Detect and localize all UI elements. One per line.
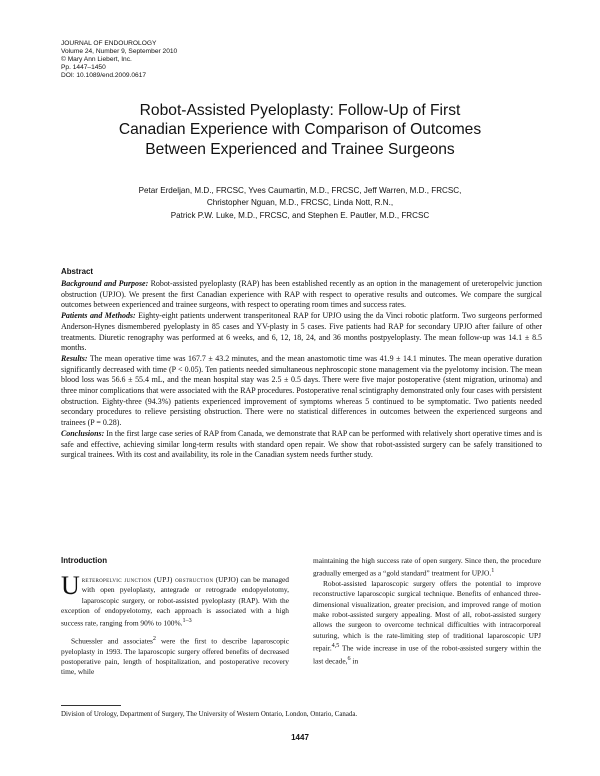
paragraph	[313, 579, 541, 666]
citation: 1–3	[182, 618, 192, 625]
section-label: Results:	[61, 353, 88, 363]
paragraph-text: in	[350, 656, 359, 666]
section-text: In the first large case series of RAP from Canada, we demonstrate that RAP can be performed with relatively short operative times and is safe and effective, achieving similar long-term results with standard open repair. We show that robot-assisted surgery can be safely transitioned to surgical trainees. With its cost and availability, its role in the Canadian system needs further study.	[61, 428, 542, 460]
doi: DOI: 10.1089/end.2009.0617	[61, 71, 147, 79]
drop-cap: U	[61, 571, 80, 600]
abstract-body	[61, 279, 542, 461]
small-caps-lead: reteropelvic junction (UPJ) obstruction	[81, 575, 214, 584]
abstract-background	[61, 279, 542, 311]
paragraph	[61, 571, 289, 629]
paragraph-text: maintaining the high success rate of open surgery. Since then, the procedure gradually emerged as a “gold standard” treatment for UPJO.	[313, 556, 541, 578]
citation: 4,5	[331, 642, 340, 649]
title-line: Canadian Experience with Comparison of Outcomes	[118, 121, 482, 139]
paragraph	[61, 634, 289, 678]
journal-header	[61, 40, 177, 80]
section-label: Background and Purpose:	[61, 279, 149, 288]
title-line: Robot-Assisted Pyeloplasty: Follow-Up of First	[139, 102, 461, 119]
section-text: Eighty-eight patients underwent transperitoneal RAP for UPJO using the da Vinci robotic platform. Two surgeons performed Anderson-Hynes dismembered pyeloplasty in 85 cases and YV-plasty in 5 cases. Five patients had RAP for secondary UPJO after failure of other treatments. Diuretic renography was performed at 6 weeks, and 6, 12, 18, 24, and 36 months postpyeloplasty. The mean follow-up was 14.1 ± 8.5 months.	[61, 311, 542, 353]
abstract-conclusions	[61, 429, 542, 461]
page-number: 1447	[291, 733, 309, 742]
paragraph	[313, 556, 541, 579]
abstract-results	[61, 354, 542, 429]
page-range: Pp. 1447–1450	[61, 63, 106, 71]
footnote-rule	[61, 705, 121, 706]
author-line: Patrick P.W. Luke, M.D., FRCSC, and Stephen E. Pautler, M.D., FRCSC	[170, 210, 430, 220]
title-line: Between Experienced and Trainee Surgeons	[145, 140, 455, 158]
section-text: The mean operative time was 167.7 ± 43.2 minutes, and the mean anastomotic time was 41.9 ± 14.1 minutes. The mean operative duration significantly decreased with time (P < 0.05). Ten patients needed simultaneous nephroscopic stone management via the pyelotomy incision. The mean blood loss was 56.6 ± 55.4 mL, and the mean hospital stay was 2.5 ± 0.5 days. There were five major postoperative (stent migration, urinoma) and three minor complications that were associated with the RAP procedures. Postoperative renal scintigraphy demonstrated only four cases with persistent obstruction. Eighty-three (94.3%) patients experienced improvement of symptoms whereas 5 continued to be symptomatic. Two patients needed secondary procedures to relieve persisting obstruction. There were no statistical differences in outcomes between the experienced surgeons and trainees (P = 0.28).	[61, 353, 542, 428]
copyright: © Mary Ann Liebert, Inc.	[61, 55, 132, 63]
citation: 1	[491, 568, 495, 575]
paragraph-text: (UPJO) can be managed with open pyeloplasty, antegrade or retrograde endopyelotomy, laparoscopic surgery, or robot-assisted pyeloplasty (RAP). With the exception of endopyelotomy, each approach is associated with a high success rate, ranging from 90% to 100%.	[61, 575, 289, 628]
paragraph-text: The wide increase in use of the robot-assisted surgery within the last decade,	[313, 643, 541, 666]
text-column-right	[313, 556, 541, 666]
abstract-methods	[61, 311, 542, 354]
volume-info: Volume 24, Number 9, September 2010	[61, 47, 178, 55]
paragraph-text: Robot-assisted laparoscopic surgery offers the potential to improve reconstructive laparoscopic surgical technique. Benefits of enhanced three-dimensional visualization, greater precision, and improved range of motion make robot-assisted surgery appealing. Most of all, robot-assisted surgery allows the surgeon to overcome technical difficulties with intracorporeal suturing, which is the rate-limiting step of traditional laparoscopic UPJ repair.	[313, 579, 541, 653]
journal-name: JOURNAL OF ENDOUROLOGY	[61, 40, 157, 47]
author-line: Petar Erdeljan, M.D., FRCSC, Yves Caumartin, M.D., FRCSC, Jeff Warren, M.D., FRCSC,	[138, 186, 462, 195]
author-line: Christopher Nguan, M.D., FRCSC, Linda Nott, R.N.,	[206, 198, 394, 208]
text-column-left	[61, 571, 289, 678]
citation: 6	[347, 655, 351, 662]
section-label: Patients and Methods:	[61, 311, 136, 321]
paragraph-text: were the first to describe laparoscopic pyeloplasty in 1993. The laparoscopic surgery offered benefits of decreased postoperative pain, length of hospitalization, and postoperative recovery time, while	[61, 636, 289, 677]
citation: 2	[152, 635, 156, 642]
affiliation-footnote: Division of Urology, Department of Surgery, The University of Western Ontario, London, Ontario, Canada.	[61, 711, 358, 718]
author-list	[60, 185, 540, 222]
article-title	[60, 101, 540, 159]
paragraph-text: Schuessler and associates	[71, 636, 153, 646]
abstract-heading: Abstract	[61, 267, 94, 276]
section-text: Robot-assisted pyeloplasty (RAP) has been established recently as an option in the management of ureteropelvic junction obstruction (UPJO). We present the first Canadian experience with RAP with respect to operative results and outcomes. We compare the surgical outcomes between experienced and trainee surgeons, with respect to operating room times and success rates.	[61, 279, 542, 310]
introduction-heading: Introduction	[61, 556, 108, 565]
section-label: Conclusions:	[61, 428, 105, 438]
